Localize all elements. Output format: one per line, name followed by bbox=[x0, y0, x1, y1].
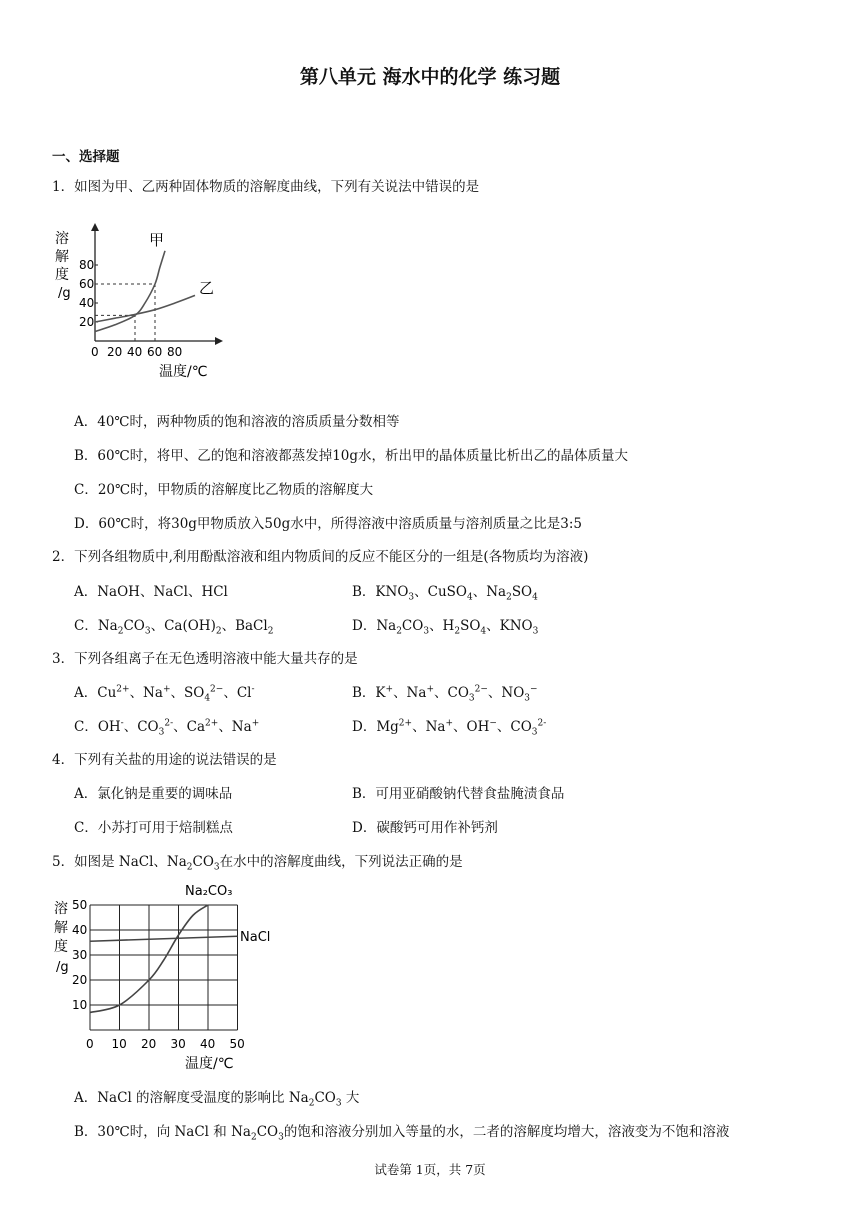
q5-y-tick-label: 40 bbox=[72, 923, 88, 937]
q5-x-tick-label: 20 bbox=[141, 1037, 157, 1051]
q5-series-label-nacl: NaCl bbox=[240, 930, 271, 945]
q1-x-tick-label: 0 bbox=[91, 345, 99, 359]
q5-y-tick-label: 20 bbox=[72, 973, 88, 987]
q1-y-tick-label: 40 bbox=[79, 296, 95, 310]
q5-x-tick-label: 10 bbox=[111, 1037, 127, 1051]
q5-stem: 5．如图是 NaCl、$Na_2CO_3$在水中的溶解度曲线，下列说法正确的是 bbox=[52, 854, 463, 873]
q2-option-d: D．$Na_2CO_3$、$H_2SO_4$、$KNO_3$ bbox=[352, 618, 539, 637]
page-footer: 试卷第 1页，共 7页 bbox=[374, 1162, 486, 1177]
section-heading: 一、选择题 bbox=[52, 149, 120, 165]
q1-ylabel-2: 解 bbox=[55, 249, 69, 265]
q1-series-label-yi: 乙 bbox=[199, 279, 215, 297]
q5-xlabel: 温度/℃ bbox=[185, 1056, 234, 1072]
q5-y-tick-label: 50 bbox=[72, 898, 88, 912]
q1-stem: 1．如图为甲、乙两种固体物质的溶解度曲线，下列有关说法中错误的是 bbox=[52, 179, 480, 195]
q5-x-tick-label: 50 bbox=[229, 1037, 245, 1051]
q5-y-tick-label: 30 bbox=[72, 948, 88, 962]
q5-solubility-chart bbox=[52, 878, 292, 1074]
q4-option-c: C．小苏打可用于焙制糕点 bbox=[74, 820, 233, 836]
q5-chart-ticks bbox=[72, 898, 245, 1051]
q5-x-tick-label: 40 bbox=[200, 1037, 216, 1051]
q1-x-axis-arrow bbox=[215, 337, 223, 345]
q1-ylabel-4: /g bbox=[58, 286, 71, 301]
q1-x-tick-label: 40 bbox=[127, 345, 143, 359]
q4-option-d: D．碳酸钙可用作补钙剂 bbox=[352, 820, 498, 836]
q5-ylabel-4: /g bbox=[56, 960, 69, 975]
q1-chart-curves bbox=[95, 251, 195, 341]
q1-y-axis-arrow bbox=[91, 223, 99, 231]
q1-x-tick-label: 80 bbox=[167, 345, 183, 359]
q1-y-tick-label: 60 bbox=[79, 277, 95, 291]
q1-xlabel: 温度/℃ bbox=[159, 364, 208, 380]
q3-option-a: A．$Cu^{2+}$、Na+、$SO_4^{2-}$、Cl- bbox=[74, 684, 255, 704]
q2-option-b: B．$KNO_3$、CuSO$_4$、$Na_2SO_4$ bbox=[352, 584, 538, 603]
q1-y-tick-label: 20 bbox=[79, 315, 95, 329]
q5-chart-grid bbox=[90, 905, 238, 1030]
q1-option-b: B．60℃时，将甲、乙的饱和溶液都蒸发掉10g水，析出甲的晶体质量比析出乙的晶体质量大 bbox=[74, 448, 629, 464]
page-title: 第八单元 海水中的化学 练习题 bbox=[299, 66, 561, 88]
q5-chart-curves bbox=[90, 905, 238, 1013]
q1-solubility-chart bbox=[52, 222, 252, 382]
q1-y-tick-label: 80 bbox=[79, 258, 95, 272]
q1-x-tick-label: 20 bbox=[107, 345, 123, 359]
q5-series-nacl bbox=[90, 936, 238, 941]
q1-series-yi bbox=[95, 295, 195, 322]
q4-option-a: A．氯化钠是重要的调味品 bbox=[74, 786, 233, 802]
q5-y-tick-label: 10 bbox=[72, 998, 88, 1012]
q3-option-d: D．$Mg^{2+}$、Na+、OH−、$CO_3^{2-}$ bbox=[352, 718, 547, 738]
q2-option-a: A．NaOH、NaCl、HCl bbox=[74, 584, 228, 600]
q5-series-label-na2co3: Na₂CO₃ bbox=[185, 884, 233, 899]
q3-stem: 3．下列各组离子在无色透明溶液中能大量共存的是 bbox=[52, 651, 358, 667]
q4-option-b: B．可用亚硝酸钠代替食盐腌渍食品 bbox=[352, 786, 565, 802]
q1-option-a: A．40℃时，两种物质的饱和溶液的溶质质量分数相等 bbox=[74, 414, 400, 430]
q2-stem: 2．下列各组物质中,利用酚酞溶液和组内物质间的反应不能区分的一组是(各物质均为溶液) bbox=[52, 549, 589, 565]
q5-ylabel-3: 度 bbox=[54, 939, 68, 955]
q1-ylabel-1: 溶 bbox=[55, 231, 69, 247]
q1-option-d: D．60℃时，将30g甲物质放入50g水中，所得溶液中溶质质量与溶剂质量之比是3:5 bbox=[74, 516, 582, 532]
q1-x-tick-label: 60 bbox=[147, 345, 163, 359]
q2-option-c: C．$Na_2CO_3$、$Ca(OH)_2$、BaCl$_2$ bbox=[74, 618, 274, 637]
q4-stem: 4．下列有关盐的用途的说法错误的是 bbox=[52, 752, 277, 768]
q1-series-label-jia: 甲 bbox=[149, 231, 165, 249]
q5-x-tick-label: 30 bbox=[170, 1037, 186, 1051]
q1-ylabel-3: 度 bbox=[55, 267, 69, 283]
q3-option-c: C．OH-、$CO_3^{2-}$、$Ca^{2+}$、Na+ bbox=[74, 718, 260, 738]
q5-ylabel-2: 解 bbox=[54, 920, 68, 936]
q5-option-a: A．NaCl 的溶解度受温度的影响比 $Na_2CO_3$ 大 bbox=[74, 1090, 360, 1109]
q3-option-b: B．K+、Na+、$CO_3^{2-}$、$NO_3^-$ bbox=[352, 684, 538, 704]
q5-option-b: B．30℃时，向 NaCl 和 $Na_2CO_3$的饱和溶液分别加入等量的水，二者的溶解度均增大，溶液变为不饱和溶液 bbox=[74, 1124, 730, 1143]
q1-option-c: C．20℃时，甲物质的溶解度比乙物质的溶解度大 bbox=[74, 482, 374, 498]
q5-x-tick-label: 0 bbox=[86, 1037, 94, 1051]
q5-ylabel-1: 溶 bbox=[54, 901, 68, 917]
